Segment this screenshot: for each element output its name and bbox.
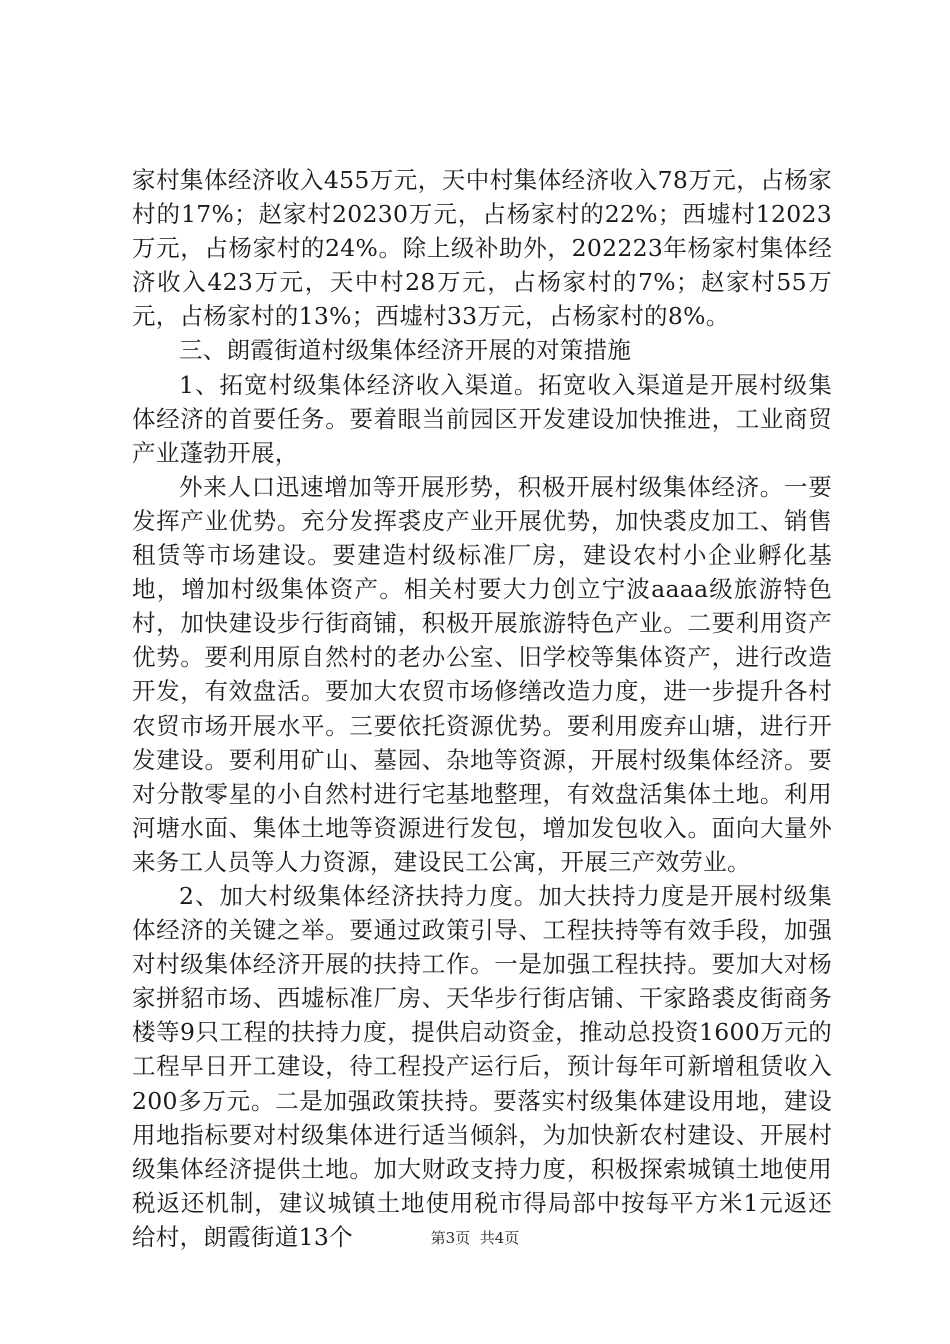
paragraph-development-situation: 外来人口迅速增加等开展形势，积极开展村级集体经济。一要发挥产业优势。充分发挥裘皮产业开展优势，加快裘皮加工、销售租赁等市场建设。要建造村级标准厂房，建设农村小企业孵化基地，增加村级集体资产。相关村要大力创立宁波aaaa级旅游特色村，加快建设步行街商铺，积极开展旅游特色产业。二要利用资产优势。要利用原自然村的老办公室、旧学校等集体资产，进行改造开发，有效盘活。要加大农贸市场修缮改造力度，进一步提升各村农贸市场开展水平。三要依托资源优势。要利用废弃山塘，进行开发建设。要利用矿山、墓园、杂地等资源，开展村级集体经济。要对分散零星的小自然村进行宅基地整理，有效盘活集体土地。利用河塘水面、集体土地等资源进行发包，增加发包收入。面向大量外来务工人员等人力资源，建设民工公寓，开展三产效劳业。 <box>132 472 832 876</box>
page-number: 第3页 <box>430 1229 471 1247</box>
page-footer <box>0 1228 950 1248</box>
document-body <box>132 163 832 1254</box>
page-total: 共4页 <box>479 1229 520 1247</box>
paragraph-income-comparison: 家村集体经济收入455万元，天中村集体经济收入78万元，占杨家村的17%；赵家村20230万元，占杨家村的22%；西墟村12023万元，占杨家村的24%。除上级补助外，202223年杨家村集体经济收入423万元，天中村28万元，占杨家村的7%；赵家村55万元，占杨家村的13%；西墟村33万元，占杨家村的8%。 <box>132 166 832 331</box>
paragraph-broaden-income-channels: 1、拓宽村级集体经济收入渠道。拓宽收入渠道是开展村级集体经济的首要任务。要着眼当前园区开发建设加快推进，工业商贸产业蓬勃开展， <box>132 370 832 467</box>
section-heading-countermeasures: 三、朗霞街道村级集体经济开展的对策措施 <box>179 336 632 365</box>
paragraph-increase-support: 2、加大村级集体经济扶持力度。加大扶持力度是开展村级集体经济的关键之举。要通过政策引导、工程扶持等有效手段，加强对村级集体经济开展的扶持工作。一是加强工程扶持。要加大对杨家拼貂市场、西墟标准厂房、天华步行街店铺、干家路裘皮街商务楼等9只工程的扶持力度，提供启动资金，推动总投资1600万元的工程早日开工建设，待工程投产运行后，预计每年可新增租赁收入200多万元。二是加强政策扶持。要落实村级集体建设用地，建设用地指标要对村级集体进行适当倾斜，为加快新农村建设、开展村级集体经济提供土地。加大财政支持力度，积极探索城镇土地使用税返还机制，建议城镇土地使用税市得局部中按每平方米1元返还给村，朗霞街道13个 <box>132 881 832 1251</box>
